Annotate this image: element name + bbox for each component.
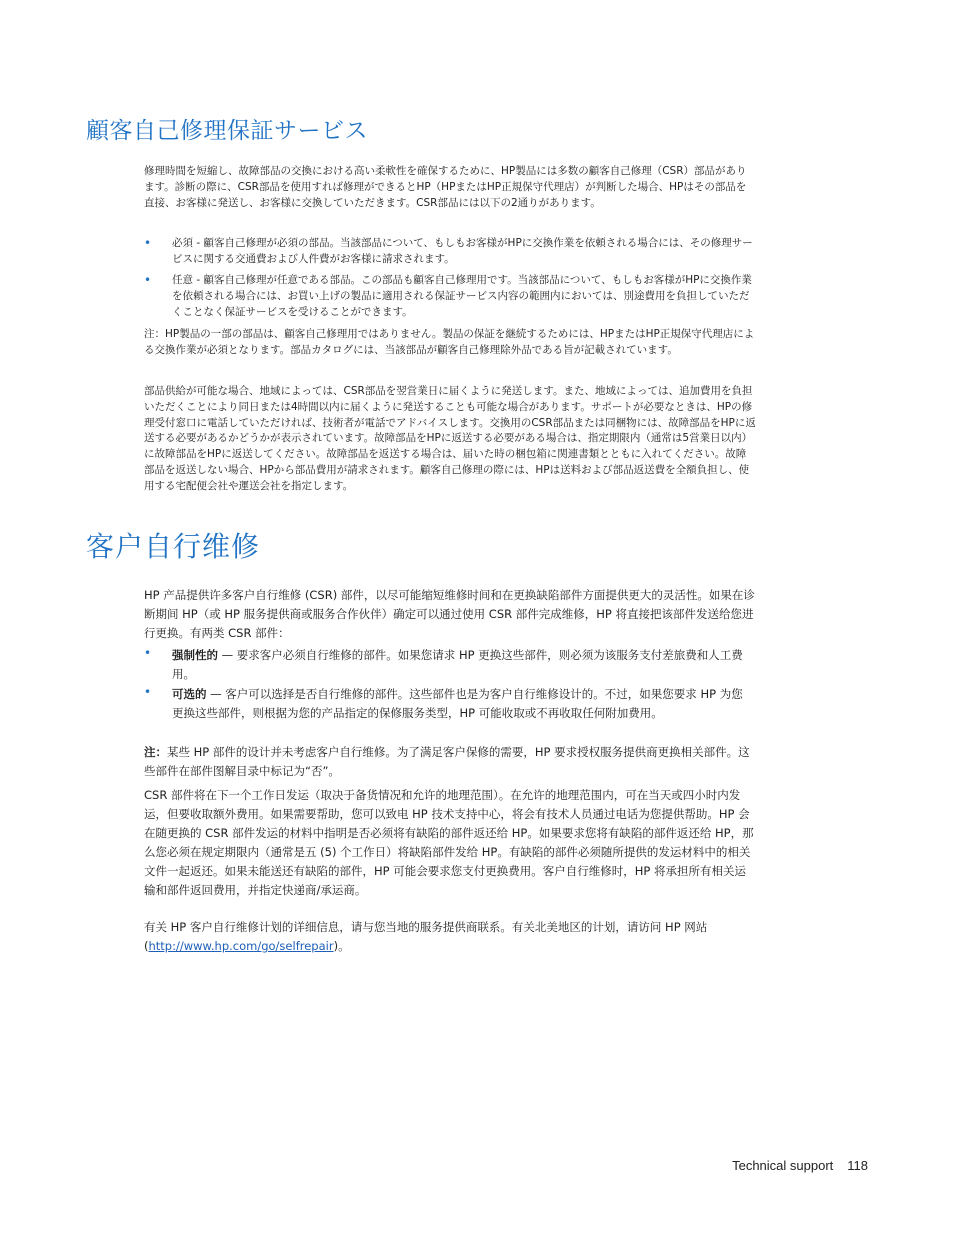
- zh-shipping-paragraph: CSR 部件将在下一个工作日发运（取决于备货情况和允许的地理范围）。在允许的地理范围内，可在当天或四小时内发运，但要收取额外费用。如果需要帮助，您可以致电 HP 技术支持中心，将会有技术人员通过电话为您提供帮助。HP 会在随更换的 CSR 部件发运的材料中指明是否必须将有缺陷的部件返还给 HP。如果要求您将有缺陷的部件返还给 HP，那么您必须在规定期限内（通常是五 (5) 个工作日）将缺陷部件发给 HP。有缺陷的部件必须随所提供的发运材料中的相关文件一起返还。如果未能送还有缺陷的部件，HP 可能会要求您支付更换费用。客户自行维修时，HP 将承担所有相关运输和部件返回费用，并指定快递商/承运商。: [144, 788, 754, 897]
- zh-note-lead: 注：: [144, 745, 167, 759]
- zh-note-paragraph: [144, 743, 756, 781]
- selfrepair-link[interactable]: http://www.hp.com/go/selfrepair: [148, 939, 334, 953]
- zh-bullet-body: — 要求客户必须自行维修的部件。如果您请求 HP 更换这些部件，则必须为该服务支付差旅费和人工费用。: [172, 648, 743, 681]
- zh-bullet-body: — 客户可以选择是否自行维修的部件。这些部件也是为客户自行维修设计的。不过，如果您要求 HP 为您更换这些部件，则根据为您的产品指定的保修服务类型，HP 可能收取或不再收取任何附加费用。: [172, 687, 743, 720]
- ja-intro-paragraph: 修理時間を短縮し、故障部品の交換における高い柔軟性を確保するために、HP製品には多数の顧客自己修理（CSR）部品があります。診断の際に、CSR部品を使用すれば修理ができるとHP（HPまたはHP正規保守代理店）が判断した場合、HPはその部品を直接、お客様に発送し、お客様に交換していただきます。CSR部品には以下の2通りがあります。: [144, 165, 747, 209]
- page-number: 118: [847, 1158, 868, 1173]
- bullet-icon: •: [144, 646, 152, 660]
- zh-more-suffix: )。: [333, 939, 350, 953]
- ja-supply-paragraph: 部品供給が可能な場合、地域によっては、CSR部品を翌営業日に届くように発送します。また、地域によっては、追加費用を負担いただくことにより同日または4時間以内に届くように発送することも可能な場合があります。サポートが必要なときは、HPの修理受付窓口に電話していただければ、技術者が電話でアドバイスします。交換用のCSR部品または同梱物には、故障部品をHPに返送する必要があるかどうかが表示されています。故障部品をHPに返送する必要がある場合は、指定期限内（通常は5営業日以内）に故障部品をHPに返送してください。故障部品を返送する場合は、届いた時の梱包箱に関連書類とともに入れてください。故障部品を返送しない場合、HPから部品費用が請求されます。顧客自己修理の際には、HPは送料および部品返送費を全額負担し、使用する宅配便会社や運送会社を指定します。: [144, 385, 756, 492]
- zh-bullet-lead: 可选的: [172, 687, 207, 701]
- bullet-icon: •: [144, 236, 152, 250]
- ja-bullet-text: 必須 - 顧客自己修理が必須の部品。当該部品について、もしもお客様がHPに交換作業を依頼される場合には、その修理サービスに関する交通費および人件費がお客様に請求されます。: [172, 237, 753, 265]
- zh-intro-paragraph: HP 产品提供许多客户自行维修 (CSR) 部件，以尽可能缩短维修时间和在更换缺陷部件方面提供更大的灵活性。如果在诊断期间 HP（或 HP 服务提供商或服务合作伙伴）确定可以通过使用 CSR 部件完成维修，HP 将直接把该部件发送给您进行更换。有两类 CSR 部件：: [144, 588, 755, 640]
- zh-note-body: 某些 HP 部件的设计并未考虑客户自行维修。为了满足客户保修的需要，HP 要求授权服务提供商更换相关部件。这些部件在部件图解目录中标记为“否”。: [144, 745, 750, 778]
- bullet-icon: •: [144, 685, 152, 699]
- page-footer: [732, 1158, 868, 1173]
- section-title-chinese: 客户自行维修: [86, 530, 261, 563]
- zh-bullet-lead: 强制性的: [172, 648, 218, 662]
- zh-bullet-text: [172, 646, 754, 684]
- footer-section-label: Technical support: [732, 1158, 834, 1173]
- ja-note-paragraph: 注：HP製品の一部の部品は、顧客自己修理用ではありません。製品の保証を継続するためには、HPまたはHP正規保守代理店による交換作業が必須となります。部品カタログには、当該部品が顧客自己修理除外品である旨が記載されています。: [144, 328, 755, 356]
- ja-bullet-text: 任意 - 顧客自己修理が任意である部品。この部品も顧客自己修理用です。当該部品について、もしもお客様がHPに交換作業を依頼される場合には、お買い上げの製品に適用される保証サービス内容の範囲内においては、別途費用を負担していただくことなく保証サービスを受けることができます。: [172, 274, 752, 318]
- zh-bullet-text: [172, 685, 754, 723]
- zh-more-prefix: 有关 HP 客户自行维修计划的详细信息，请与您当地的服务提供商联系。有关北美地区的计划，请访问 HP 网站 (: [144, 920, 708, 953]
- bullet-icon: •: [144, 273, 152, 287]
- zh-more-info-paragraph: [144, 918, 756, 956]
- section-title-japanese: 顧客自己修理保証サービス: [86, 118, 368, 144]
